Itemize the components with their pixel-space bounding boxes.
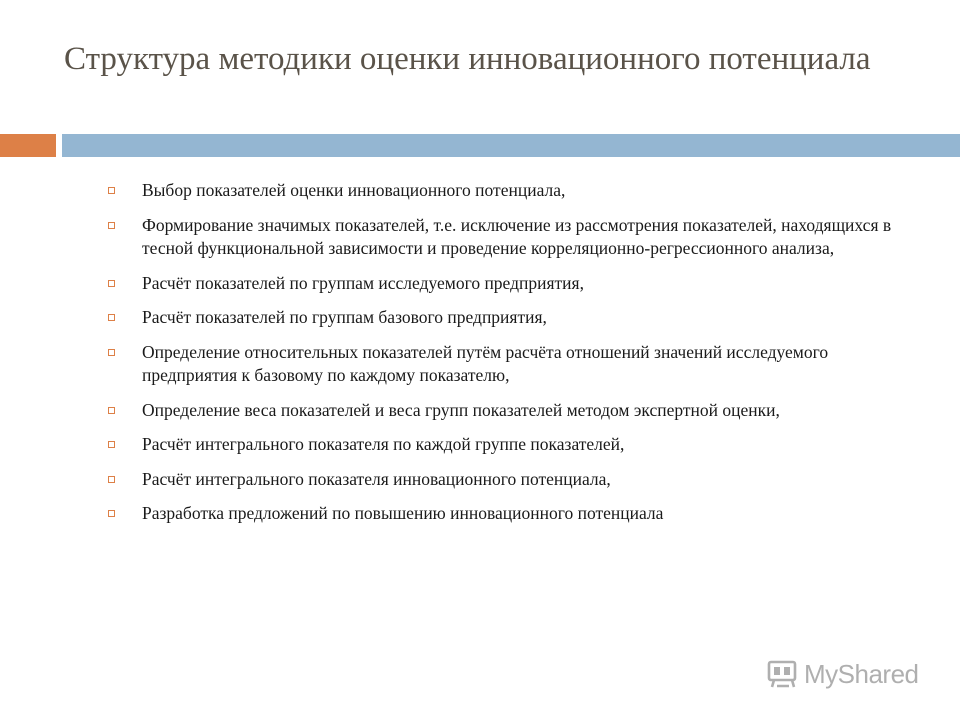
list-item-text: Определение относительных показателей путём расчёта отношений значений исследуемого предприятия к базовому по каждому показателю, <box>142 341 829 385</box>
watermark-text: MyShared <box>804 658 919 689</box>
square-bullet-icon <box>108 441 115 448</box>
list-item <box>106 468 906 492</box>
list-item <box>106 179 906 203</box>
list-item <box>106 433 906 457</box>
list-item <box>106 272 906 296</box>
accent-bar-blue <box>62 134 960 157</box>
square-bullet-icon <box>108 407 115 414</box>
list-item-text: Расчёт показателей по группам базового предприятия, <box>142 307 547 327</box>
slide-title: Структура методики оценки инновационного потенциала <box>64 41 871 77</box>
list-item <box>106 399 906 423</box>
list-item-text: Разработка предложений по повышению инновационного потенциала <box>142 503 664 523</box>
list-item <box>106 502 906 526</box>
list-item <box>106 214 906 261</box>
list-item <box>106 306 906 330</box>
watermark <box>766 656 919 692</box>
square-bullet-icon <box>108 349 115 356</box>
list-item-text: Формирование значимых показателей, т.е. исключение из рассмотрения показателей, находящихся в тесной функциональной зависимости и проведение корреляционно-регрессионного анализа, <box>142 214 892 258</box>
list-item <box>106 341 906 388</box>
myshared-logo-icon <box>766 657 800 691</box>
list-item-text: Расчёт интегрального показателя по каждой группе показателей, <box>142 434 625 454</box>
list-item-text: Расчёт интегрального показателя инновационного потенциала, <box>142 468 611 489</box>
bullet-list <box>106 179 906 537</box>
square-bullet-icon <box>108 187 115 194</box>
square-bullet-icon <box>108 222 115 229</box>
square-bullet-icon <box>108 476 115 483</box>
list-item-text: Определение веса показателей и веса групп показателей методом экспертной оценки, <box>142 399 780 420</box>
square-bullet-icon <box>108 510 115 517</box>
square-bullet-icon <box>108 314 115 321</box>
accent-bar-orange <box>0 134 56 157</box>
list-item-text: Выбор показателей оценки инновационного потенциала, <box>142 180 566 200</box>
list-item-text: Расчёт показателей по группам исследуемого предприятия, <box>142 272 584 293</box>
square-bullet-icon <box>108 280 115 287</box>
